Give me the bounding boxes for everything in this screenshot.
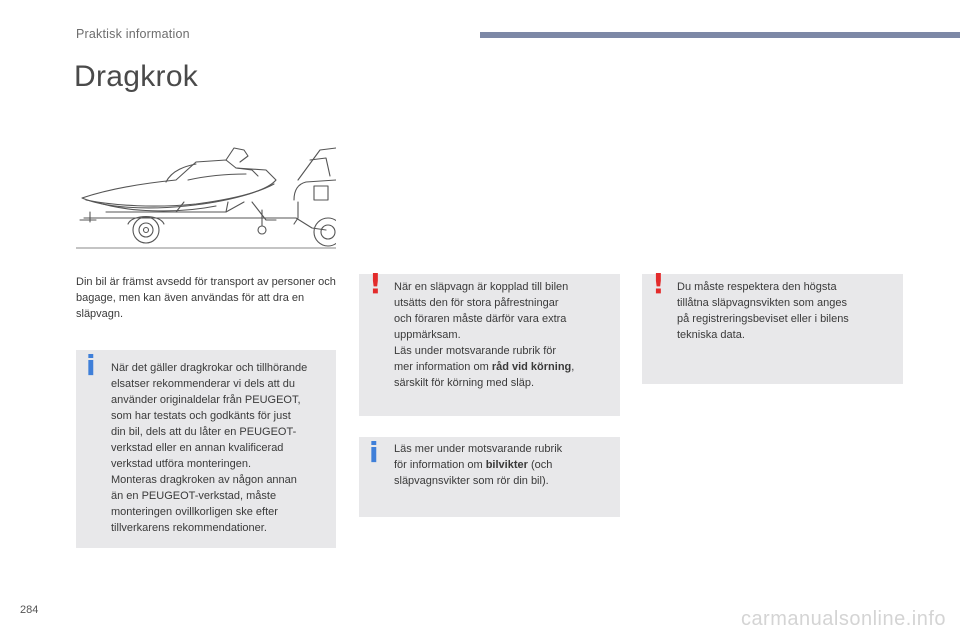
warning-icon: ! — [652, 267, 665, 300]
text-line: Du måste respektera den högsta — [677, 281, 837, 293]
info-icon: i — [369, 436, 379, 469]
text-line: särskilt för körning med släp. — [394, 377, 534, 389]
watermark: carmanualsonline.info — [740, 608, 946, 630]
page-title: Dragkrok — [74, 60, 199, 93]
text-run: (och — [527, 459, 553, 471]
text-line — [394, 359, 612, 375]
intro-text: Din bil är främst avsedd för transport av personer och bagage, men kan även användas för att dra en släpvagn. — [76, 276, 336, 320]
driving-advice-link[interactable]: råd vid körning — [491, 361, 572, 373]
text-line: När en släpvagn är kopplad till bilen — [394, 281, 569, 293]
warning-box-text — [677, 279, 895, 343]
header-accent-bar — [480, 32, 960, 38]
page-number: 284 — [20, 604, 39, 616]
text-line: monteringen ovillkorligen ske efter — [111, 506, 278, 518]
jetski-trailer-illustration — [76, 140, 336, 250]
info-box-towbar-parts — [76, 350, 336, 548]
warning-box-max-trailer-weight — [642, 267, 903, 384]
text-line: elsatser rekommenderar vi dels att du — [111, 378, 296, 390]
text-run: för information om — [394, 459, 486, 471]
warning-box-text — [394, 279, 612, 391]
info-box-text — [111, 360, 328, 536]
text-line: Monteras dragkroken av någon annan — [111, 474, 297, 486]
text-line: Läs under motsvarande rubrik för — [394, 345, 557, 357]
text-line: och föraren måste därför vara extra — [394, 313, 567, 325]
text-line — [394, 457, 612, 473]
text-line: Läs mer under motsvarande rubrik — [394, 443, 563, 455]
section-label: Praktisk information — [76, 27, 190, 41]
text-line: tillverkarens rekommendationer. — [111, 522, 267, 534]
info-box-vehicle-weights — [359, 437, 620, 517]
warning-box-towing-stress — [359, 267, 620, 416]
text-line: verkstad eller en annan kvalificerad — [111, 442, 284, 454]
text-line: som har testats och godkänts för just — [111, 410, 291, 422]
text-line: än en PEUGEOT-verkstad, måste — [111, 490, 277, 502]
text-line: tillåtna släpvagnsvikten som anges — [677, 297, 847, 309]
text-line: på registreringsbeviset eller i bilens — [677, 313, 849, 325]
text-line: verkstad utföra monteringen. — [111, 458, 252, 470]
info-box-text — [394, 441, 612, 489]
text-run: , — [571, 361, 575, 373]
vehicle-weights-link[interactable]: bilvikter — [485, 459, 528, 471]
info-icon: i — [86, 349, 96, 382]
text-line: När det gäller dragkrokar och tillhörande — [111, 362, 308, 374]
text-line: tekniska data. — [677, 329, 745, 341]
text-run: mer information om — [394, 361, 492, 373]
text-line: uppmärksam. — [394, 329, 461, 341]
warning-icon: ! — [369, 267, 382, 300]
text-line: använder originaldelar från PEUGEOT, — [111, 394, 301, 406]
text-line: din bil, dels att du låter en PEUGEOT- — [111, 426, 297, 438]
text-line: släpvagnsvikter som rör din bil). — [394, 475, 549, 487]
text-line: utsätts den för stora påfrestningar — [394, 297, 559, 309]
